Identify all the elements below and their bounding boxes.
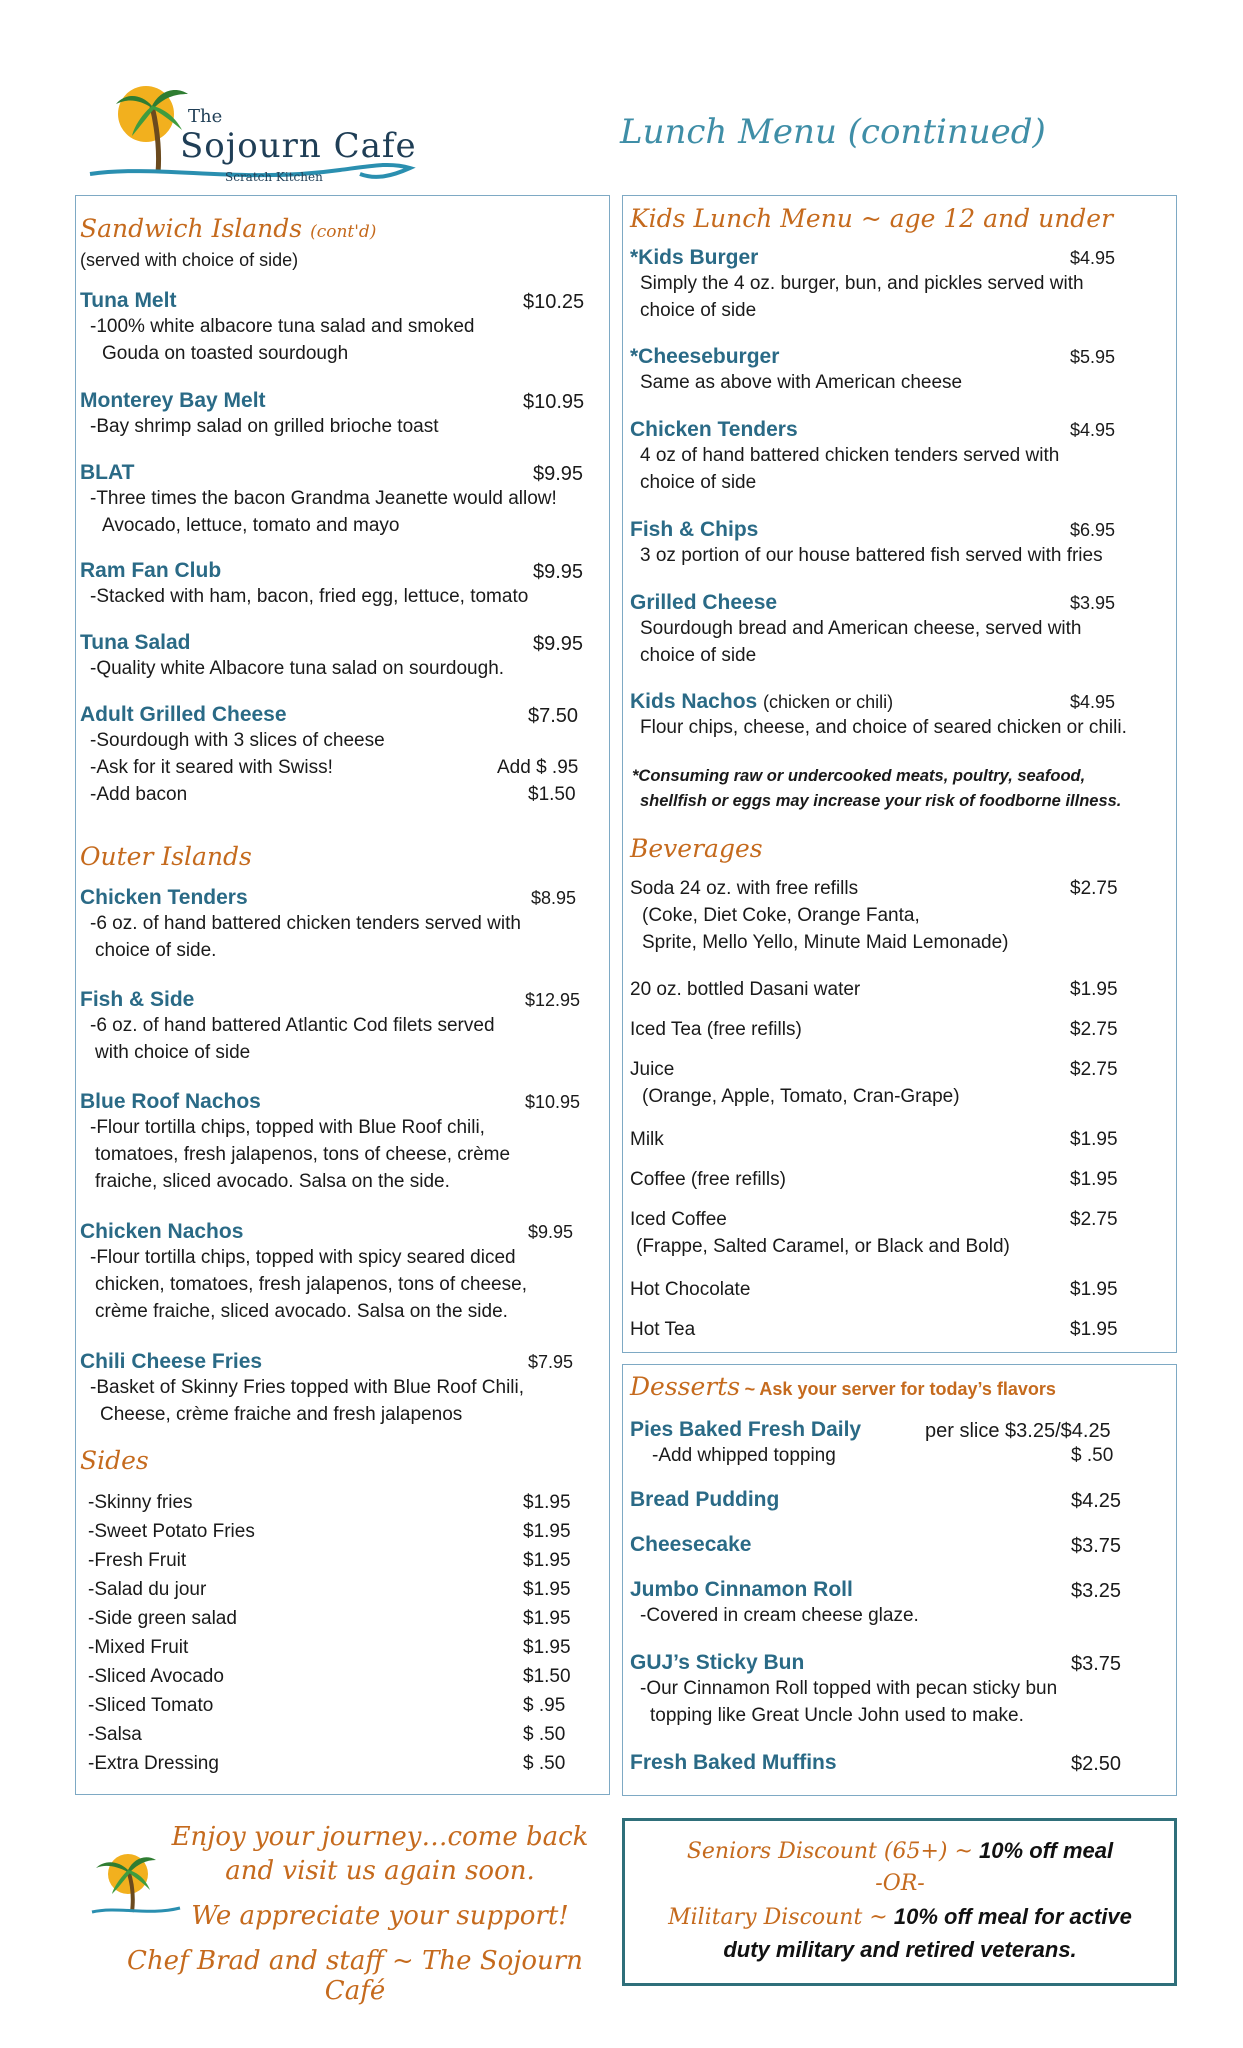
menu-item <box>80 1220 590 1325</box>
item-name: Ram Fan Club <box>80 559 222 582</box>
item-price: $10.95 <box>525 1092 581 1112</box>
item-price: $6.95 <box>1070 520 1116 540</box>
side-row: -Sliced Tomato $ .95 <box>88 1695 566 1716</box>
side-row: -Sliced Avocado $1.50 <box>88 1666 571 1687</box>
logo-subtitle: Scratch Kitchen <box>225 170 323 184</box>
item-desc: choice of side <box>640 300 757 321</box>
menu-item <box>80 389 590 440</box>
item-desc: chicken, tomatoes, fresh jalapenos, tons of cheese, <box>95 1274 527 1295</box>
item-price: $4.95 <box>1070 420 1116 440</box>
menu-item <box>80 559 590 610</box>
item-desc: -Our Cinnamon Roll topped with pecan sticky bun <box>640 1678 1058 1699</box>
desserts-section-title: Desserts ~ Ask your server for today’s flavors <box>630 1372 1056 1401</box>
menu-item <box>80 1090 590 1195</box>
item-desc: -Stacked with ham, bacon, fried egg, lettuce, tomato <box>90 586 529 607</box>
item-name: Chili Cheese Fries <box>80 1350 263 1373</box>
item-name: *Cheeseburger <box>630 345 780 368</box>
item-price: $8.95 <box>531 888 577 908</box>
side-row: -Mixed Fruit $1.95 <box>88 1637 571 1658</box>
item-desc: choice of side <box>640 645 757 666</box>
beverage-item: Hot Tea $1.95 <box>630 1319 1118 1340</box>
side-row: -Extra Dressing $ .50 <box>88 1753 566 1774</box>
item-desc: tomatoes, fresh jalapenos, tons of cheese, crème <box>95 1144 511 1165</box>
item-name: Tuna Melt <box>80 289 177 312</box>
item-price: $5.95 <box>1070 347 1116 367</box>
item-desc: -Flour tortilla chips, topped with spicy seared diced <box>90 1247 516 1268</box>
item-desc: -6 oz. of hand battered chicken tenders served with <box>90 913 521 934</box>
item-desc: Gouda on toasted sourdough <box>102 343 349 364</box>
logo-the: The <box>188 106 223 127</box>
item-price: $7.50 <box>528 705 579 727</box>
menu-item <box>80 988 590 1066</box>
item-name: Fish & Chips <box>630 518 759 541</box>
item-price: $3.95 <box>1070 593 1116 613</box>
item-name: Kids Nachos (chicken or chili) <box>630 690 894 713</box>
menu-item <box>630 246 1170 324</box>
addon-price: Add $ .95 <box>497 757 579 778</box>
item-desc: -Basket of Skinny Fries topped with Blue Roof Chili, <box>90 1377 525 1398</box>
side-row: -Fresh Fruit $1.95 <box>88 1550 571 1571</box>
item-desc: crème fraiche, sliced avocado. Salsa on the side. <box>95 1301 508 1322</box>
item-price: $4.95 <box>1070 248 1116 268</box>
item-desc: -Flour tortilla chips, topped with Blue Roof chili, <box>90 1117 485 1138</box>
military-discount: Military Discount ~ 10% off meal for active <box>668 1904 1132 1930</box>
footer-line: We appreciate your support! <box>191 1901 569 1931</box>
item-desc: Flour chips, cheese, and choice of seared chicken or chili. <box>640 717 1127 738</box>
sandwich-note: (served with choice of side) <box>80 250 299 270</box>
beverages-section-title: Beverages <box>630 834 763 863</box>
item-desc: with choice of side <box>95 1042 251 1063</box>
item-price: $7.95 <box>528 1352 574 1372</box>
item-name: Jumbo Cinnamon Roll <box>630 1578 853 1601</box>
item-desc: -Three times the bacon Grandma Jeanette would allow! <box>90 488 557 509</box>
item-desc: -6 oz. of hand battered Atlantic Cod filets served <box>90 1015 495 1036</box>
footer-line: Chef Brad and staff ~ The Sojourn Café <box>127 1946 583 2006</box>
menu-item <box>80 461 590 539</box>
addon-price: $1.50 <box>528 784 576 805</box>
footer-line: and visit us again soon. <box>225 1856 535 1886</box>
menu-item <box>80 703 590 808</box>
menu-item <box>630 418 1170 496</box>
item-name: Fresh Baked Muffins <box>630 1751 837 1774</box>
item-desc: fraiche, sliced avocado. Salsa on the side. <box>95 1171 450 1192</box>
kids-section-title: Kids Lunch Menu ~ age 12 and under <box>630 204 1114 233</box>
beverage-item: Milk $1.95 <box>630 1129 1118 1150</box>
item-desc: choice of side <box>640 472 757 493</box>
item-desc: 4 oz of hand battered chicken tenders served with <box>640 445 1060 466</box>
beverage-item: Coffee (free refills) $1.95 <box>630 1169 1118 1190</box>
menu-item <box>80 289 590 367</box>
side-row: -Side green salad $1.95 <box>88 1608 571 1629</box>
item-price: $10.95 <box>523 391 585 413</box>
side-row: -Salad du jour $1.95 <box>88 1579 571 1600</box>
beverage-item: Hot Chocolate $1.95 <box>630 1279 1118 1300</box>
item-name: *Kids Burger <box>630 246 759 269</box>
item-name: Chicken Nachos <box>80 1220 244 1243</box>
logo-name: Sojourn Cafe <box>180 126 417 166</box>
menu-item <box>80 1350 590 1428</box>
item-price: per slice $3.25/$4.25 <box>925 1420 1111 1442</box>
beverage-item: Iced Coffee $2.75 (Frappe, Salted Caramel, or Black and Bold) <box>630 1209 1118 1257</box>
cafe-logo <box>80 78 420 184</box>
item-name: Adult Grilled Cheese <box>80 703 287 726</box>
item-price: $9.95 <box>533 633 584 655</box>
item-desc: -100% white albacore tuna salad and smoked <box>90 316 475 337</box>
menu-item <box>630 690 1170 741</box>
item-price: $3.75 <box>1071 1653 1122 1675</box>
item-name: Grilled Cheese <box>630 591 778 614</box>
item-name: Pies Baked Fresh Daily <box>630 1418 862 1441</box>
item-desc: Avocado, lettuce, tomato and mayo <box>102 515 400 536</box>
beverage-item: Soda 24 oz. with free refills $2.75 (Coke, Diet Coke, Orange Fanta, Sprite, Mello Yello, Minute Maid Lemonade) <box>630 878 1118 953</box>
item-desc: -Covered in cream cheese glaze. <box>640 1605 919 1626</box>
item-name: GUJ’s Sticky Bun <box>630 1651 805 1674</box>
side-row: -Skinny fries $1.95 <box>88 1492 571 1513</box>
beverage-item: Iced Tea (free refills) $2.75 <box>630 1019 1118 1040</box>
item-desc: Sourdough bread and American cheese, served with <box>640 618 1082 639</box>
item-price: $10.25 <box>523 291 585 313</box>
sides-section-title: Sides <box>80 1446 149 1475</box>
menu-item <box>80 631 590 682</box>
item-name: Cheesecake <box>630 1533 752 1556</box>
item-price: $3.25 <box>1071 1580 1122 1602</box>
menu-item <box>630 1751 1170 1775</box>
menu-item <box>630 1651 1170 1729</box>
beverage-item: 20 oz. bottled Dasani water $1.95 <box>630 979 1118 1000</box>
item-price: $4.25 <box>1071 1490 1122 1512</box>
side-row: -Salsa $ .50 <box>88 1724 566 1745</box>
menu-item <box>630 591 1170 669</box>
side-row: -Sweet Potato Fries $1.95 <box>88 1521 571 1542</box>
item-name: Fish & Side <box>80 988 195 1011</box>
item-desc: choice of side. <box>95 940 217 961</box>
item-desc: -Sourdough with 3 slices of cheese <box>90 730 385 751</box>
item-desc: Simply the 4 oz. burger, bun, and pickles served with <box>640 273 1084 294</box>
item-desc: -Add whipped topping $ .50 <box>652 1445 1114 1466</box>
outer-section-title: Outer Islands <box>80 842 252 871</box>
item-name: Chicken Tenders <box>80 886 248 909</box>
menu-item <box>630 1533 1170 1557</box>
item-desc: 3 oz portion of our house battered fish served with fries <box>640 545 1103 566</box>
item-desc: topping like Great Uncle John used to make. <box>650 1705 1024 1726</box>
item-name: Bread Pudding <box>630 1488 780 1511</box>
menu-item <box>630 345 1170 396</box>
item-desc: -Add bacon $1.50 <box>90 781 590 808</box>
menu-item <box>630 1418 1170 1469</box>
item-price: $9.95 <box>528 1222 574 1242</box>
beverage-item: Juice $2.75 (Orange, Apple, Tomato, Cran-Grape) <box>630 1059 1118 1107</box>
item-name: Chicken Tenders <box>630 418 798 441</box>
menu-item <box>80 886 590 964</box>
food-safety-warning: *Consuming raw or undercooked meats, poultry, seafood, shellfish or eggs may increase your risk of foodborne illness. <box>632 767 1122 810</box>
item-price: $9.95 <box>533 561 584 583</box>
page-title: Lunch Menu (continued) <box>620 112 1046 152</box>
item-desc: -Ask for it seared with Swiss! Add $ .95 <box>90 754 590 781</box>
item-name: Monterey Bay Melt <box>80 389 266 412</box>
seniors-discount: Seniors Discount (65+) ~ 10% off meal <box>686 1838 1114 1864</box>
item-name: BLAT <box>80 461 135 484</box>
item-name: Blue Roof Nachos <box>80 1090 261 1113</box>
item-name: Tuna Salad <box>80 631 191 654</box>
item-price: $9.95 <box>533 463 584 485</box>
item-price: $3.75 <box>1071 1535 1122 1557</box>
menu-item <box>630 1488 1170 1512</box>
sandwich-section-title: Sandwich Islands (cont'd) <box>80 214 377 243</box>
military-discount-detail: duty military and retired veterans. <box>723 1937 1077 1962</box>
menu-item <box>630 518 1170 569</box>
discount-or: -OR- <box>875 1871 925 1896</box>
item-desc: -Bay shrimp salad on grilled brioche toast <box>90 416 439 437</box>
item-desc: -Quality white Albacore tuna salad on sourdough. <box>90 658 505 679</box>
item-price: $2.50 <box>1071 1753 1122 1775</box>
menu-item <box>630 1578 1170 1629</box>
item-price: $4.95 <box>1070 692 1116 712</box>
item-desc: Cheese, crème fraiche and fresh jalapenos <box>100 1404 463 1425</box>
footer-line: Enjoy your journey…come back <box>171 1822 589 1852</box>
item-desc: Same as above with American cheese <box>640 372 963 393</box>
item-price: $12.95 <box>525 990 581 1010</box>
